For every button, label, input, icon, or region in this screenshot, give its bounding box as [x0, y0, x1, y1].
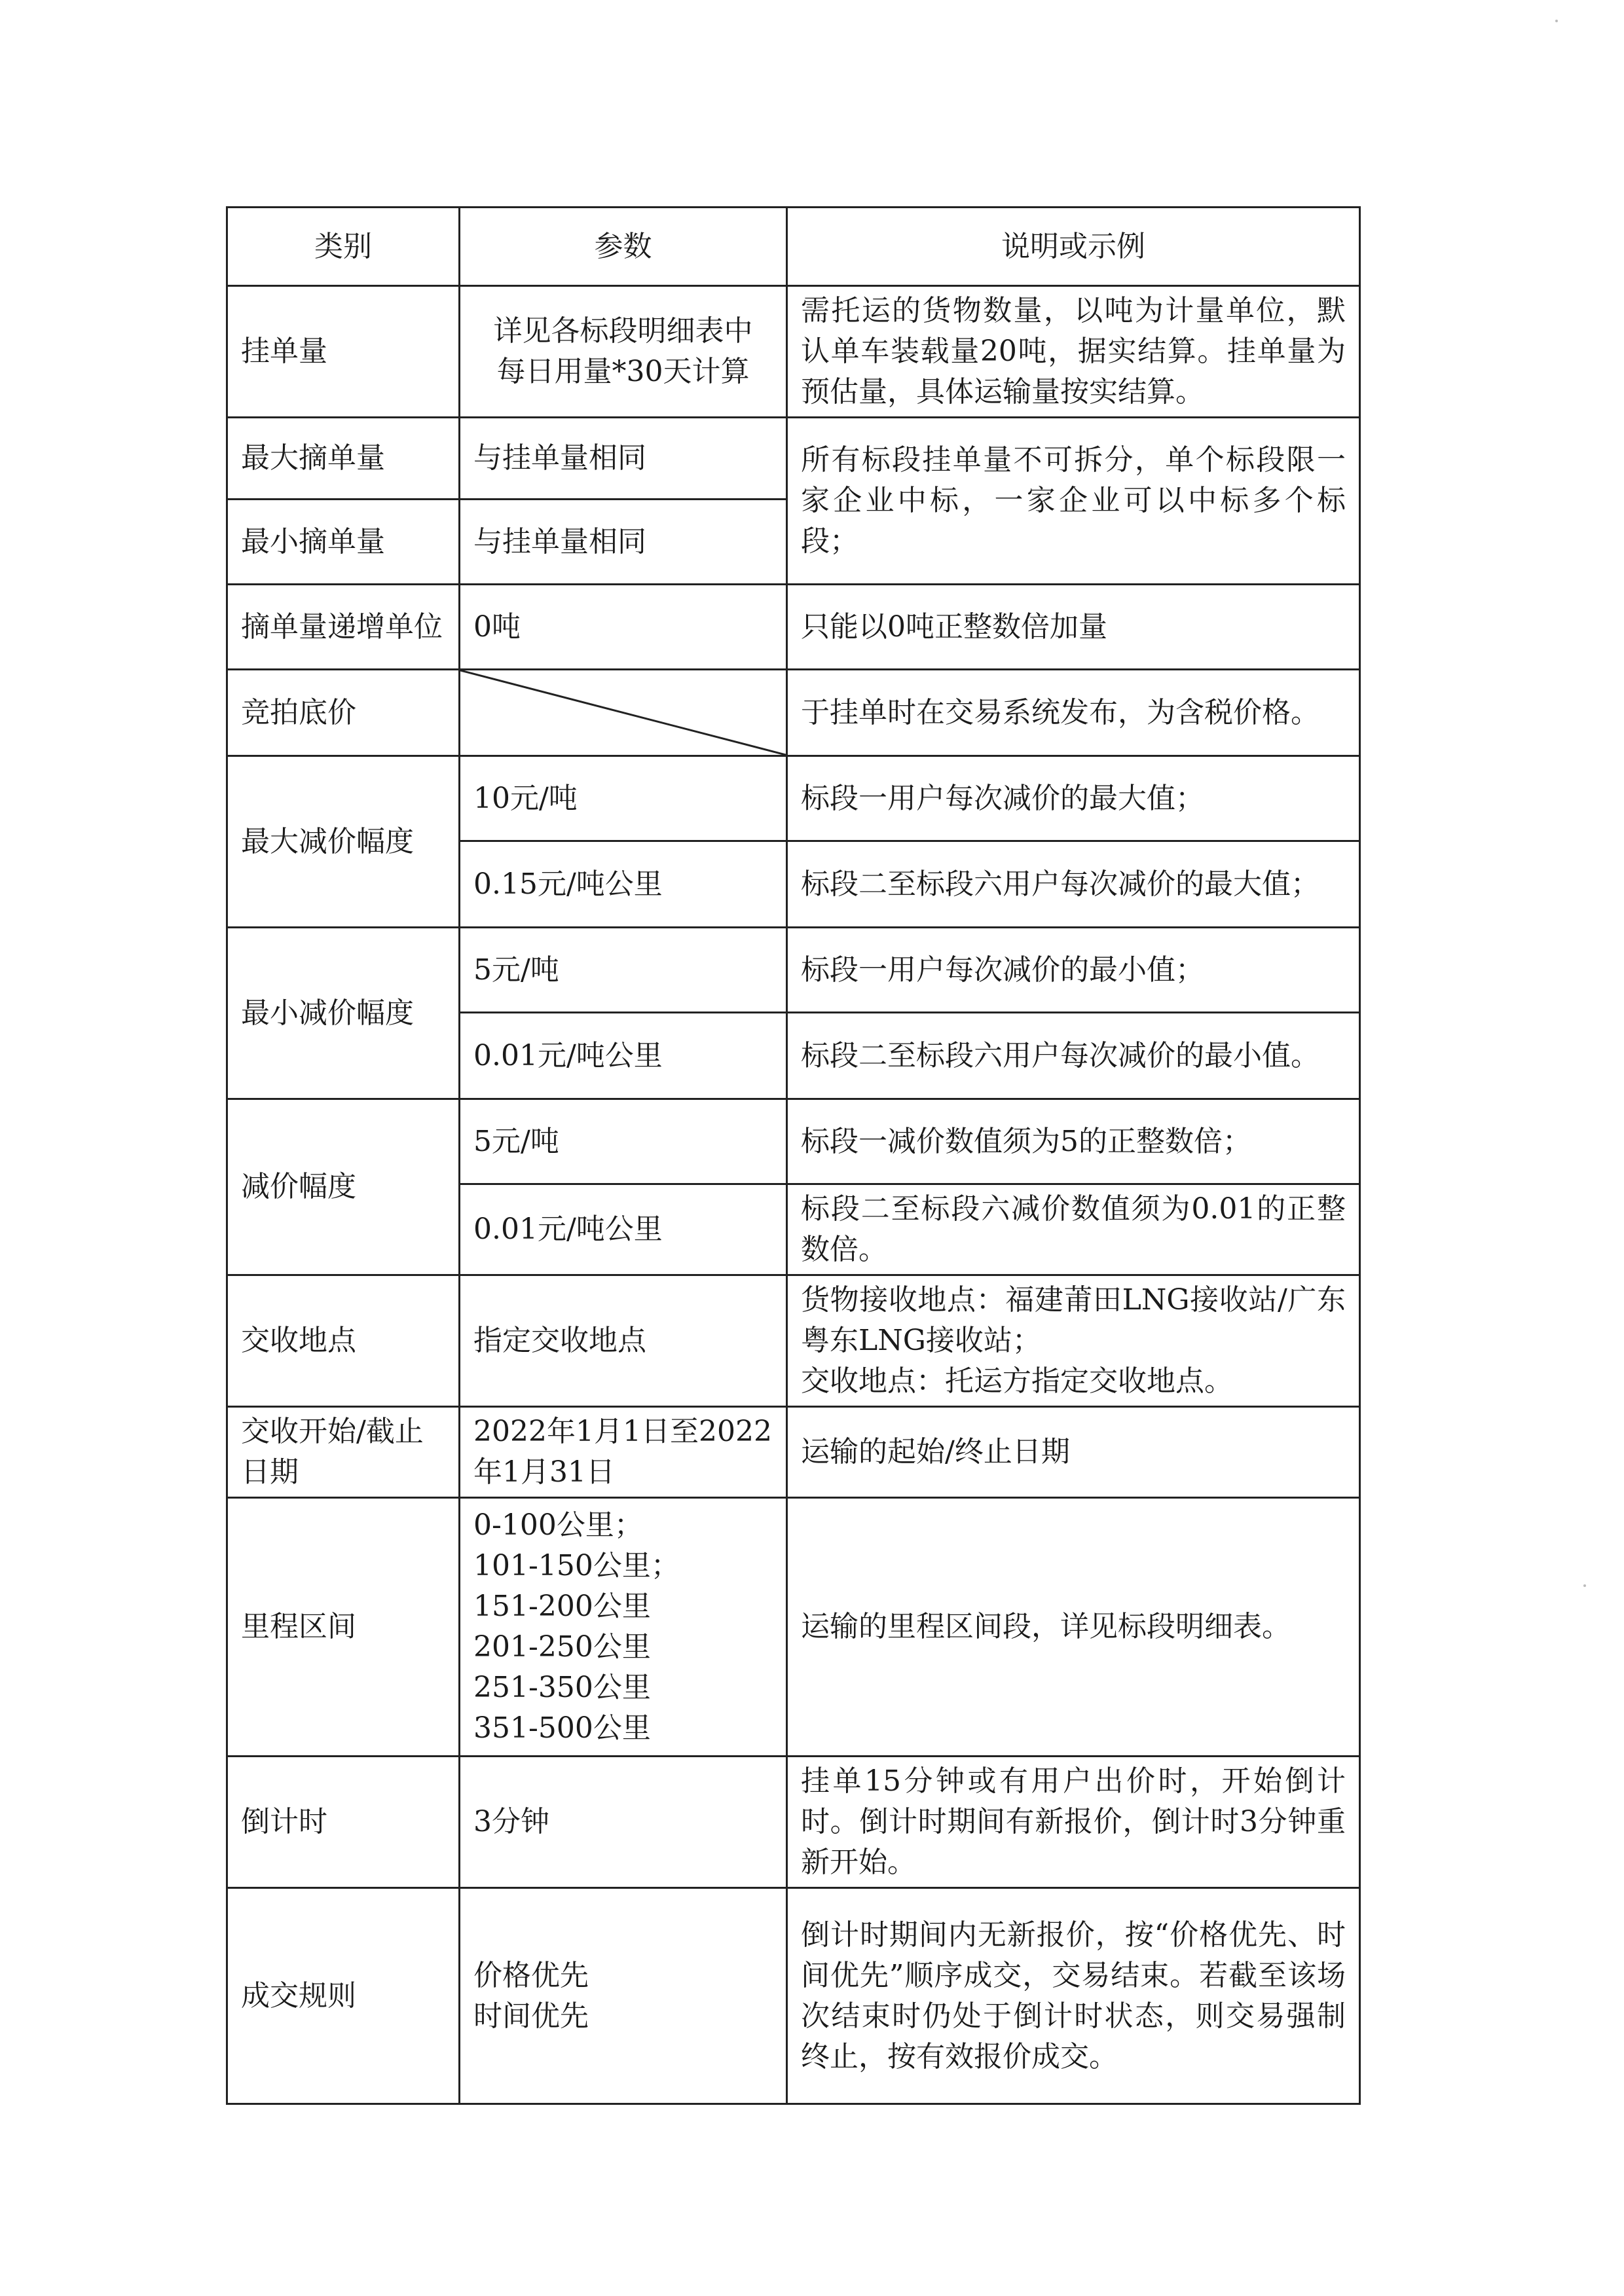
category-cell: 成交规则 [227, 1888, 460, 2104]
category-cell: 减价幅度 [227, 1099, 460, 1275]
category-cell: 交收地点 [227, 1275, 460, 1407]
table-row [227, 670, 1360, 756]
table-row [227, 1757, 1360, 1888]
category-cell: 竞拍底价 [227, 670, 460, 756]
description-cell: 所有标段挂单量不可拆分，单个标段限一家企业中标，一家企业可以中标多个标段； [787, 418, 1360, 585]
param-cell: 0吨 [460, 585, 787, 670]
category-cell: 摘单量递增单位 [227, 585, 460, 670]
param-cell: 指定交收地点 [460, 1275, 787, 1407]
category-cell: 交收开始/截止日期 [227, 1407, 460, 1498]
description-cell: 标段一用户每次减价的最大值； [787, 756, 1360, 841]
table-row [227, 286, 1360, 418]
table-row [227, 585, 1360, 670]
description-cell: 运输的起始/终止日期 [787, 1407, 1360, 1498]
param-cell: 0.15元/吨公里 [460, 841, 787, 928]
param-cell: 5元/吨 [460, 1099, 787, 1184]
description-cell: 挂单15分钟或有用户出价时，开始倒计时。倒计时期间有新报价，倒计时3分钟重新开始。 [787, 1757, 1360, 1888]
description-cell: 倒计时期间内无新报价，按“价格优先、时间优先”顺序成交，交易结束。若截至该场次结束时仍处于倒计时状态，则交易强制终止，按有效报价成交。 [787, 1888, 1360, 2104]
table-header-row [227, 208, 1360, 286]
table-row [227, 1099, 1360, 1184]
param-cell-diagonal [460, 670, 787, 756]
param-cell: 2022年1月1日至2022年1月31日 [460, 1407, 787, 1498]
description-cell: 标段二至标段六用户每次减价的最小值。 [787, 1013, 1360, 1099]
category-cell: 最小摘单量 [227, 500, 460, 585]
param-cell: 0.01元/吨公里 [460, 1184, 787, 1275]
param-cell: 10元/吨 [460, 756, 787, 841]
category-cell: 里程区间 [227, 1498, 460, 1757]
category-cell: 最小减价幅度 [227, 928, 460, 1099]
description-cell: 只能以0吨正整数倍加量 [787, 585, 1360, 670]
param-cell: 5元/吨 [460, 928, 787, 1013]
param-cell: 详见各标段明细表中 每日用量*30天计算 [460, 286, 787, 418]
param-cell: 价格优先 时间优先 [460, 1888, 787, 2104]
param-cell: 0-100公里； 101-150公里； 151-200公里 201-250公里 251-350公里 351-500公里 [460, 1498, 787, 1757]
parameters-table [226, 206, 1361, 2105]
header-description: 说明或示例 [787, 208, 1360, 286]
category-cell: 最大摘单量 [227, 418, 460, 500]
param-cell: 3分钟 [460, 1757, 787, 1888]
description-cell: 于挂单时在交易系统发布，为含税价格。 [787, 670, 1360, 756]
description-cell: 需托运的货物数量，以吨为计量单位，默认单车装载量20吨，据实结算。挂单量为预估量，具体运输量按实结算。 [787, 286, 1360, 418]
param-cell: 0.01元/吨公里 [460, 1013, 787, 1099]
description-cell: 标段一减价数值须为5的正整数倍； [787, 1099, 1360, 1184]
description-cell: 标段一用户每次减价的最小值； [787, 928, 1360, 1013]
table-row [227, 1498, 1360, 1757]
table-row [227, 418, 1360, 500]
header-category: 类别 [227, 208, 460, 286]
category-cell: 挂单量 [227, 286, 460, 418]
description-cell: 运输的里程区间段，详见标段明细表。 [787, 1498, 1360, 1757]
table-row [227, 756, 1360, 841]
scan-speck [1555, 20, 1558, 22]
description-cell: 标段二至标段六用户每次减价的最大值； [787, 841, 1360, 928]
table-row [227, 1888, 1360, 2104]
category-cell: 倒计时 [227, 1757, 460, 1888]
header-param: 参数 [460, 208, 787, 286]
table-row [227, 1407, 1360, 1498]
table-row [227, 1275, 1360, 1407]
description-cell: 标段二至标段六减价数值须为0.01的正整数倍。 [787, 1184, 1360, 1275]
diagonal-slash-icon [460, 670, 786, 755]
table-row [227, 928, 1360, 1013]
param-cell: 与挂单量相同 [460, 500, 787, 585]
category-cell: 最大减价幅度 [227, 756, 460, 928]
param-cell: 与挂单量相同 [460, 418, 787, 500]
description-cell: 货物接收地点：福建莆田LNG接收站/广东粤东LNG接收站； 交收地点：托运方指定交收地点。 [787, 1275, 1360, 1407]
scan-speck [1583, 1584, 1586, 1587]
